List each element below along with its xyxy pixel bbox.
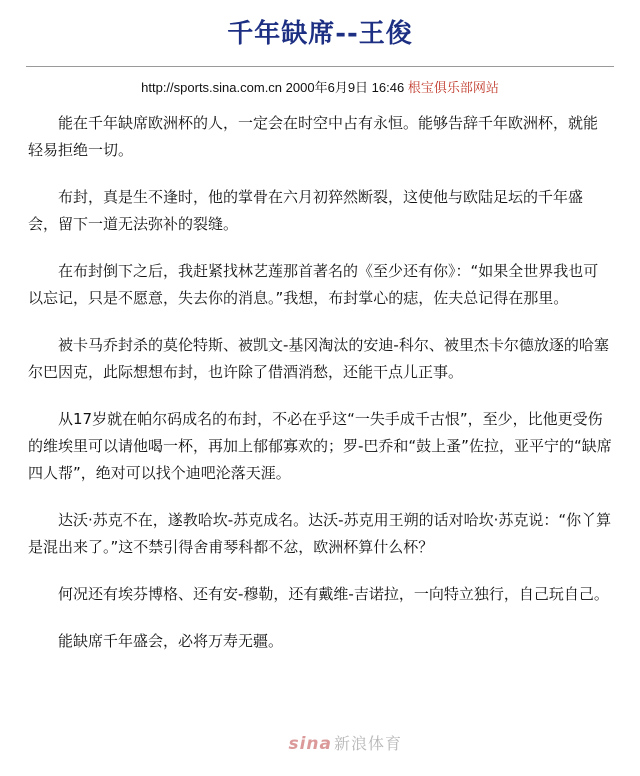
article-body bbox=[0, 110, 640, 655]
source-url: http://sports.sina.com.cn bbox=[141, 80, 283, 95]
paragraph: 在布封倒下之后，我赶紧找林艺莲那首著名的《至少还有你》：“如果全世界我也可以忘记，只是不愿意，失去你的消息。”我想，布封掌心的痣，佐夫总记得在那里。 bbox=[28, 262, 599, 307]
paragraph: 被卡马乔封杀的莫伦特斯、被凯文-基冈淘汰的安迪-科尔、被里杰卡尔德放逐的哈塞尔巴因克，此际想想布封，也许除了借酒消愁，还能干点儿正事。 bbox=[28, 336, 609, 381]
sina-sports-watermark bbox=[288, 731, 402, 754]
article-title: 千年缺席--王俊 bbox=[227, 19, 413, 49]
title-divider bbox=[26, 66, 614, 67]
paragraph: 达沃·苏克不在，遂教哈坎-苏克成名。达沃-苏克用王朔的话对哈坎·苏克说：“你丫算是混出来了。”这不禁引得舍甫琴科都不忿，欧洲杯算什么杯？ bbox=[28, 511, 612, 556]
paragraph: 何况还有埃芬博格、还有安-穆勒，还有戴维-吉诺拉，一向特立独行，自己玩自己。 bbox=[58, 585, 609, 603]
paragraph: 布封，真是生不逢时，他的掌骨在六月初猝然断裂，这使他与欧陆足坛的千年盛会，留下一道无法弥补的裂缝。 bbox=[28, 188, 584, 233]
publish-datetime: 2000年6月9日 16:46 bbox=[285, 80, 405, 95]
article-meta bbox=[0, 79, 640, 98]
paragraph: 能在千年缺席欧洲杯的人，一定会在时空中占有永恒。能够告辞千年欧洲杯，就能轻易拒绝一切。 bbox=[28, 114, 599, 159]
watermark-text: 新浪体育 bbox=[333, 734, 402, 753]
sina-logo: sina bbox=[288, 734, 332, 754]
paragraph: 从17岁就在帕尔码成名的布封，不必在乎这“一失手成千古恨”，至少，比他更受伤的维埃里可以请他喝一杯，再加上郁郁寡欢的；罗-巴乔和“鼓上蚤”佐拉，亚平宁的“缺席四人帮”，绝对可以找个迪吧沦落天涯。 bbox=[28, 410, 612, 482]
source-link[interactable]: 根宝俱乐部网站 bbox=[407, 81, 499, 96]
paragraph: 能缺席千年盛会，必将万寿无疆。 bbox=[58, 632, 284, 650]
